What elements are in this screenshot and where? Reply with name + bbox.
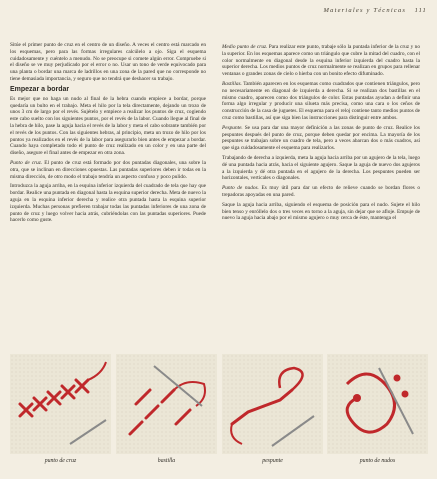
start-paragraph: Es mejor que no haga un nudo al final de la hebra cuando empiece a bordar, porque quedaría un bulto en el trabajo. Meta el hilo por la tela directamente, dejando un trozo de unos 3 cm de largo por el revés. Sujételo y empiece a realizar los puntos de cruz, cogiendo este cabo suelto con los siguientes puntos, por el revés de la labor. Cuando llegue al final de la hebra de hilo, pase la aguja hacia el revés de la labor y meta el cabo sobrante también por el revés de los puntos. Con las siguientes hebras, al principio, meta un trozo de hilo por los puntos ya realizados en el revés de la labor para asegurarlo bien antes de empezar a bordar. Cuando haya completado todo el punto de cruz realizado en un color y en una parte del diseño, asegure el final antes de empezar en otra zona. bbox=[10, 95, 206, 157]
basting-text: También aparecen en los esquemas como cuadrados que contienen triángulos, pero no necesariamente en diagonal de izquierda a derecha. Si se realizan dos bastillas en el mismo cuadro, aparecen como dos triángulos de color. Estas puntadas ayudan a definir una forma algo irregular y producir una silueta más precisa, como una cara o los ceños de construcción de la casa de juguetes. El esquema para el reloj contiene tanto medios puntos de cruz como bastillas, así que siga bien las instrucciones para distinguir entre ambos. bbox=[222, 80, 420, 121]
half-cross-text: Para realizar este punto, trabaje sólo la puntada inferior de la cruz y no la superior. En los esquemas aparece como un triángulo que cubre la mitad del cuadro, con el color normalmente en diagonal desde la esquina inferior izquierda del cuadro hasta la superior derecha. Los medios puntos de cruz normalmente se realizan en grupos para rellenar ventanas o grandes zonas de cielo o hierba con un bonito efecto difuminado. bbox=[222, 44, 420, 78]
caption-cross-stitch: punto de cruz bbox=[44, 458, 77, 464]
caption-knot-stitch: punto de nudos bbox=[359, 458, 396, 464]
knot-text: Es muy útil para dar un efecto de relieve cuando se bordan flores o trepadoras apoyadas en una pared. bbox=[222, 185, 420, 198]
backstitch-paragraph bbox=[222, 125, 420, 152]
knot-lead: Punto de nudos. bbox=[222, 185, 259, 192]
cross-stitch-paragraph-2: Introduzca la aguja arriba, en la esquina inferior izquierda del cuadrado de tela que hay que bordar. Realice una puntada en diagonal hasta la esquina superior derecha. Meta de nuevo la aguja en la esquina inferior derecha y realice otra puntada hasta la esquina superior izquierda. Muchas personas prefieren trabajar todas las puntadas inferiores de una zona de punto de cruz y luego volver hacia atrás, cubriéndolas con las puntadas superiores. Puede hacerlo como guste. bbox=[10, 183, 206, 224]
backstitch-illustration bbox=[222, 354, 323, 454]
cross-stitch-illustration bbox=[10, 354, 111, 454]
running-head bbox=[324, 7, 427, 14]
knot-paragraph bbox=[222, 185, 420, 199]
page-number: 111 bbox=[414, 7, 427, 14]
backstitch-paragraph-2: Trabajando de derecha a izquierda, meta la aguja hacia arriba por un agujero de la tela, luego dé una puntada hacia atrás, hacia el siguiente agujero. Saque la aguja de nuevo dos agujeros a la izquierda y dé otra puntada en el agujero de la derecha. Los pespuntes pueden ser horizontales, verticales o diagonales. bbox=[222, 154, 420, 182]
cross-stitch-lead: Punto de cruz. bbox=[10, 159, 43, 166]
backstitch-text: Se usa para dar una mayor definición a las zonas de punto de cruz. Realice los pespuntes después del punto de cruz, porque deben quedar por encima. La mayoría de los pespuntes se trabajan sobre un cuadro de tela, pero a veces abarcan dos o más cuadros, así que siga cuidadosamente el esquema para realizarlos. bbox=[222, 124, 420, 152]
half-cross-paragraph bbox=[222, 44, 420, 78]
knot-stitch-illustration bbox=[327, 354, 428, 454]
section-heading: Empezar a bordar bbox=[10, 85, 70, 93]
basting-lead: Bastillas. bbox=[222, 80, 242, 87]
photo-knot-stitch bbox=[327, 354, 428, 454]
caption-basting: bastilla bbox=[157, 458, 176, 464]
right-column bbox=[222, 44, 420, 225]
header-title: Materiales y Técnicas bbox=[323, 7, 407, 14]
left-column bbox=[10, 42, 206, 227]
basting-paragraph bbox=[222, 81, 420, 122]
knot-paragraph-2: Saque la aguja hacia arriba, siguiendo el esquema de posición para el nudo. Sujete el hilo bien tenso y enróllelo dos o tres veces en torno a la aguja, sin dejar que se afloje. Empuje de nuevo la aguja hacia abajo por el mismo agujero o muy cerca de éste, mantenga el bbox=[222, 201, 420, 222]
intro-paragraph: Sitúe el primer punto de cruz en el centro de un diseño. A veces el centro está marcado en los esquemas, pero para las formas irregulares calcúlelo a ojo. Siga el esquema cuidadosamente y cuéntelo a menudo. No se preocupe si comete algún error. Compruebe si el diseño se ve muy perjudicado por el error o no. Usar un tono de verde equivocado para una planta o bordar una marca de ladrillos en una zona de la pared que no corresponde no tiene demasiada importancia, y seguro que no tendrá que deshacer su trabajo. bbox=[10, 42, 206, 82]
cross-stitch-text: El punto de cruz está formado por dos puntadas diagonales, una sobre la otra, que se inclinan en direcciones opuestas. Las puntadas superiores deben ir todas en la misma dirección, de otro modo el trabajo tendría un aspecto confuso y poco pulido. bbox=[10, 159, 206, 180]
photo-cross-stitch bbox=[10, 354, 111, 454]
photo-backstitch bbox=[222, 354, 323, 454]
basting-illustration bbox=[116, 354, 217, 454]
half-cross-lead: Medio punto de cruz. bbox=[222, 44, 268, 50]
photo-basting bbox=[116, 354, 217, 454]
backstitch-lead: Pespunte. bbox=[222, 124, 243, 131]
caption-backstitch: pespunte bbox=[262, 458, 283, 464]
page-header bbox=[0, 0, 437, 20]
photo-strip bbox=[10, 354, 428, 470]
cross-stitch-paragraph bbox=[10, 160, 206, 180]
